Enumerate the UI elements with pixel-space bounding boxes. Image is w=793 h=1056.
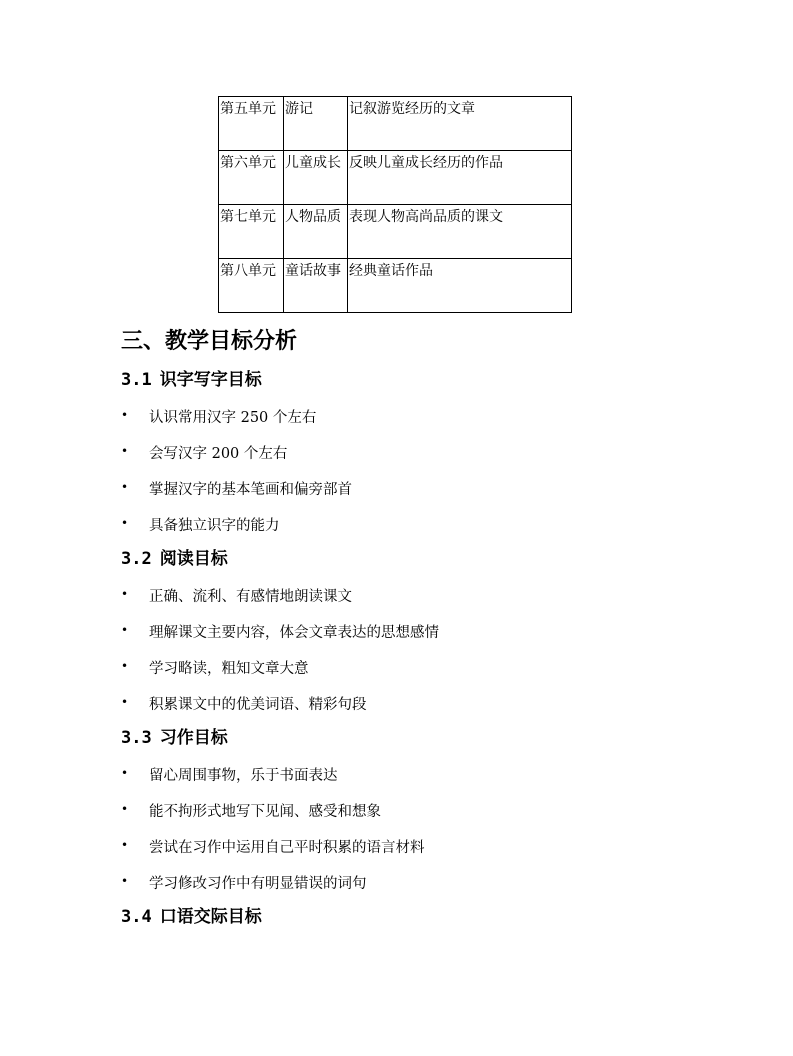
units-table: [218, 96, 572, 313]
unit-cell: 第六单元: [219, 151, 284, 205]
bullet-icon: •: [121, 802, 129, 816]
subsection-heading: [121, 905, 262, 929]
subsection-title: 习作目标: [159, 728, 228, 748]
theme-cell: 儿童成长: [284, 151, 348, 205]
theme-cell: 童话故事: [284, 259, 348, 313]
list-item-text: 具备独立识字的能力: [149, 518, 280, 534]
subsection-number: 3.2: [121, 549, 152, 569]
bullet-icon: •: [121, 444, 129, 458]
bullet-icon: •: [121, 587, 129, 601]
subsection-heading: [121, 726, 228, 750]
subsection-heading: [121, 368, 262, 392]
subsection-title: 识字写字目标: [159, 370, 262, 390]
list-item-text: 会写汉字 200 个左右: [149, 446, 288, 462]
list-item-text: 学习修改习作中有明显错误的词句: [149, 876, 367, 892]
subsection-title: 口语交际目标: [159, 907, 262, 927]
table-row: [219, 151, 572, 205]
content-cell: 反映儿童成长经历的作品: [348, 151, 572, 205]
subsection-title: 阅读目标: [159, 549, 228, 569]
list-item-text: 认识常用汉字 250 个左右: [149, 410, 317, 426]
theme-cell: 游记: [284, 97, 348, 151]
subsection-number: 3.4: [121, 907, 152, 927]
content-cell: 记叙游览经历的文章: [348, 97, 572, 151]
subsection-heading: [121, 547, 228, 571]
list-item-text: 能不拘形式地写下见闻、感受和想象: [149, 804, 381, 820]
content-cell: 表现人物高尚品质的课文: [348, 205, 572, 259]
subsection-number: 3.1: [121, 370, 152, 390]
list-item-text: 理解课文主要内容，体会文章表达的思想感情: [149, 625, 439, 641]
unit-cell: 第七单元: [219, 205, 284, 259]
bullet-icon: •: [121, 516, 129, 530]
bullet-icon: •: [121, 874, 129, 888]
unit-cell: 第五单元: [219, 97, 284, 151]
theme-cell: 人物品质: [284, 205, 348, 259]
list-item-text: 掌握汉字的基本笔画和偏旁部首: [149, 482, 352, 498]
list-item-text: 留心周围事物，乐于书面表达: [149, 768, 338, 784]
table-row: [219, 97, 572, 151]
section-title: 三、教学目标分析: [121, 328, 298, 354]
bullet-icon: •: [121, 838, 129, 852]
subsection-number: 3.3: [121, 728, 152, 748]
table-row: [219, 259, 572, 313]
bullet-icon: •: [121, 480, 129, 494]
bullet-icon: •: [121, 766, 129, 780]
list-item-text: 积累课文中的优美词语、精彩句段: [149, 697, 367, 713]
content-cell: 经典童话作品: [348, 259, 572, 313]
list-item-text: 尝试在习作中运用自己平时积累的语言材料: [149, 840, 425, 856]
bullet-icon: •: [121, 695, 129, 709]
bullet-icon: •: [121, 659, 129, 673]
list-item-text: 学习略读，粗知文章大意: [149, 661, 309, 677]
list-item-text: 正确、流利、有感情地朗读课文: [149, 589, 352, 605]
unit-cell: 第八单元: [219, 259, 284, 313]
bullet-icon: •: [121, 408, 129, 422]
bullet-icon: •: [121, 623, 129, 637]
table-row: [219, 205, 572, 259]
